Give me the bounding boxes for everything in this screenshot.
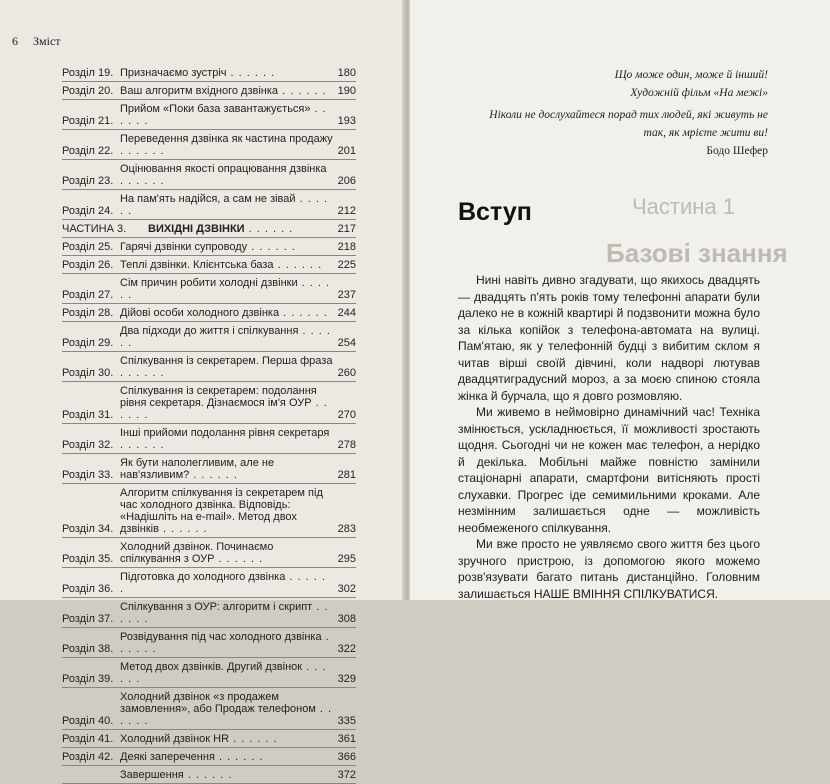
toc-title: Спілкування з ОУР: алгоритм і скрипт: [120, 601, 313, 613]
toc-label: Розділ 35.: [62, 553, 114, 565]
toc-page-number: 366: [337, 751, 356, 763]
toc-title: Теплі дзвінки. Клієнтська база: [120, 259, 274, 271]
toc-row: [62, 190, 356, 220]
toc-row: [62, 100, 356, 130]
toc-leader-dots: . . . . . .: [120, 397, 328, 421]
toc-page-number: 212: [337, 205, 356, 217]
toc-title: Холодний дзвінок HR: [120, 733, 230, 745]
epigraph-author-2: Бодо Шефер: [706, 145, 768, 157]
toc-title: Гарячі дзвінки супроводу: [120, 241, 248, 253]
toc-title: Дійові особи холодного дзвінка: [120, 307, 280, 319]
toc-page-number: 302: [337, 583, 356, 595]
toc-label: Розділ 36.: [62, 583, 114, 595]
toc-page-number: 193: [337, 115, 356, 127]
toc-row: [62, 130, 356, 160]
toc-label: ЧАСТИНА 3.: [62, 223, 127, 235]
toc-label: Розділ 37.: [62, 613, 114, 625]
toc-leader-dots: . . . . . .: [120, 367, 165, 379]
toc-leader-dots: . . . . . .: [120, 175, 165, 187]
toc-row: [62, 82, 356, 100]
toc-page-number: 308: [337, 613, 356, 625]
toc-title: Оцінювання якості опрацювання дзвінка: [120, 163, 327, 175]
toc-page-number: 225: [337, 259, 356, 271]
toc-page-number: 361: [337, 733, 356, 745]
toc-leader-dots: . . . . . .: [247, 241, 296, 253]
toc-title: Метод двох дзвінків. Другий дзвінок: [120, 661, 303, 673]
toc-page-number: 283: [337, 523, 356, 535]
toc-page-number: 270: [337, 409, 356, 421]
toc-leader-dots: . . . . . .: [120, 661, 327, 685]
show-through-part-label: Частина 1: [632, 194, 735, 219]
toc-row: [62, 322, 356, 352]
toc-page-number: 295: [337, 553, 356, 565]
toc-row: [62, 766, 356, 784]
toc-label: Розділ 31.: [62, 409, 114, 421]
toc-page-number: 218: [337, 241, 356, 253]
toc-page-number: 217: [337, 223, 356, 235]
toc-page-number: 260: [337, 367, 356, 379]
toc-label: Розділ 25.: [62, 241, 114, 253]
toc-leader-dots: . . . . . .: [214, 553, 264, 565]
toc-label: Розділ 21.: [62, 115, 114, 127]
toc-leader-dots: . . . . . .: [273, 259, 323, 271]
toc-row: [62, 352, 356, 382]
toc-page-number: 372: [337, 769, 356, 781]
toc-page-number: 329: [337, 673, 356, 685]
toc-leader-dots: . . . . . .: [120, 325, 331, 349]
toc-leader-dots: . . . . . .: [120, 631, 330, 655]
toc-title: Сім причин робити холодні дзвінки: [120, 277, 298, 289]
toc-leader-dots: . . . . . .: [120, 439, 165, 451]
toc-title: Ваш алгоритм вхідного дзвінка: [120, 85, 279, 97]
toc-title: Деякі заперечення: [120, 751, 215, 763]
epigraph-quote-2: Ніколи не дослухайтеся порад тих людей, які живуть не так, як мрієте жити ви!: [489, 109, 768, 139]
toc-title: Завершення: [120, 769, 184, 781]
toc-leader-dots: . . . . . .: [120, 277, 331, 301]
toc-label: Розділ 30.: [62, 367, 114, 379]
toc-leader-dots: . . . . . .: [120, 145, 165, 157]
toc-label: Розділ 22.: [62, 145, 114, 157]
toc-label: Розділ 42.: [62, 751, 114, 763]
toc-page-number: 278: [337, 439, 356, 451]
body-text: [458, 272, 760, 602]
toc-page-number: 206: [337, 175, 356, 187]
toc-row: [62, 688, 356, 730]
toc-page-number: 281: [337, 469, 356, 481]
toc-page-number: 180: [337, 67, 356, 79]
toc-label: Розділ 40.: [62, 715, 114, 727]
toc-label: Розділ 39.: [62, 673, 114, 685]
toc-row: [62, 256, 356, 274]
running-head-title: Зміст: [33, 34, 61, 48]
toc-title: Інші прийоми подолання рівня секретаря: [120, 427, 330, 439]
toc-label: Розділ 19.: [62, 67, 114, 79]
toc-leader-dots: . . . . . .: [120, 571, 326, 595]
left-page: [0, 0, 405, 781]
toc-title: Як бути наполегливим, але не нав'язливим?: [120, 457, 275, 481]
right-page: [410, 0, 830, 600]
toc-leader-dots: . . . . . .: [278, 85, 327, 97]
toc-row: [62, 238, 356, 256]
toc-leader-dots: . . . . . .: [214, 751, 264, 763]
toc-label: Розділ 41.: [62, 733, 114, 745]
toc-row: [62, 274, 356, 304]
toc-label: Розділ 34.: [62, 523, 114, 535]
toc-leader-dots: . . . . . .: [120, 103, 327, 127]
toc-leader-dots: . . . . . .: [183, 769, 233, 781]
toc-title: Холодний дзвінок. Починаємо спілкування з ОУР: [120, 541, 274, 565]
toc-title: Призначаємо зустріч: [120, 67, 227, 79]
paragraph: Ми живемо в неймовірно динамічний час! Техніка змінюється, ускладнюється, її можливості зростають щодня. Сьогодні чи не кожен має телефон, а нерідко й декілька. Мобільні майже повністю замінили стаціонарні апарати, смартфони витісняють прості слухавки. Прогрес іде семимильними кроками. Але незмінним залишається одне — можливість необмеженого спілкування.: [458, 405, 760, 535]
toc-title: Холодний дзвінок «з продажем замовлення», або Продаж телефоном: [120, 691, 316, 715]
toc-page-number: 201: [337, 145, 356, 157]
toc-leader-dots: . . . . . .: [229, 733, 278, 745]
toc-label: Розділ 24.: [62, 205, 114, 217]
toc-leader-dots: . . . . . .: [226, 67, 276, 79]
toc-row: [62, 748, 356, 766]
toc-label: Розділ 38.: [62, 643, 114, 655]
toc-page-number: 244: [337, 307, 356, 319]
toc-label: Розділ 20.: [62, 85, 114, 97]
page-number: 6: [12, 34, 18, 48]
toc-row: [62, 160, 356, 190]
toc-row: [62, 658, 356, 688]
toc-page-number: 322: [337, 643, 356, 655]
running-head: [12, 34, 61, 49]
toc-part-row: [62, 220, 356, 238]
toc-title: Два підходи до життя і спілкування: [120, 325, 299, 337]
toc-label: Розділ 26.: [62, 259, 114, 271]
toc-label: Розділ 32.: [62, 439, 114, 451]
toc-page-number: 254: [337, 337, 356, 349]
toc-label: Розділ 23.: [62, 175, 114, 187]
table-of-contents: [62, 64, 356, 784]
toc-leader-dots: . . . . . .: [158, 523, 208, 535]
toc-page-number: 335: [337, 715, 356, 727]
toc-title: Спілкування із секретарем: подолання рівня секретаря. Дізнаємося ім'я ОУР: [120, 385, 317, 409]
toc-title: Розвідування під час холодного дзвінка: [120, 631, 322, 643]
toc-leader-dots: . . . . . .: [279, 307, 328, 319]
paragraph: Ми вже просто не уявляємо свого життя без цього зручного пристрою, із допомогою якого можемо розв'язувати багато питань дистанційно. Головним залишається НАШЕ ВМІННЯ СПІЛКУВАТИСЯ.: [458, 537, 760, 601]
toc-label: Розділ 29.: [62, 337, 114, 349]
toc-leader-dots: . . . . . .: [120, 703, 333, 727]
toc-row: [62, 484, 356, 538]
epigraph-quote-1: Що може один, може й інший!: [614, 69, 768, 81]
toc-row: [62, 628, 356, 658]
toc-row: [62, 424, 356, 454]
toc-title: Підготовка до холодного дзвінка: [120, 571, 286, 583]
toc-leader-dots: . . . . . .: [120, 193, 328, 217]
epigraphs: [468, 66, 768, 160]
toc-label: Розділ 33.: [62, 469, 114, 481]
toc-row: [62, 382, 356, 424]
toc-row: [62, 64, 356, 82]
toc-title: ВИХІДНІ ДЗВІНКИ: [148, 223, 245, 235]
toc-row: [62, 304, 356, 322]
toc-row: [62, 730, 356, 748]
toc-row: [62, 454, 356, 484]
toc-title: Спілкування із секретарем. Перша фраза: [120, 355, 333, 367]
show-through-part-title: Базові знання: [606, 238, 788, 268]
epigraph-source-1: Художній фільм «На межі»: [630, 87, 768, 99]
toc-title: На пам'ять надійся, а сам не зівай: [120, 193, 296, 205]
paragraph: Нині навіть дивно згадувати, що якихось двадцять — двадцять п'ять років тому телефонні апарати були далеко не в кожній квартирі й подзвонити можна було за кілька копійок з телефона-автомата на вулиці. Пам'ятаю, як у телефонній будці з вибитим склом я читав вірші своїй дівчині, коли надворі лютував двадцятиградусний мороз, а за моєю спиною стояла жінка й бурчала, що я довго розмовляю.: [458, 273, 760, 403]
toc-title: Алгоритм спілкування із секретарем під час холодного дзвінка. Відповідь: «Надішліть на e-mail». Метод двох дзвінків: [120, 487, 323, 535]
toc-page-number: 190: [337, 85, 356, 97]
toc-page-number: 237: [337, 289, 356, 301]
toc-title: Прийом «Поки база завантажується»: [120, 103, 311, 115]
toc-row: [62, 568, 356, 598]
toc-leader-dots: . . . . . .: [189, 469, 238, 481]
toc-row: [62, 538, 356, 568]
toc-leader-dots: . . . . . .: [120, 601, 329, 625]
chapter-heading: Вступ: [458, 198, 532, 226]
toc-label: Розділ 28.: [62, 307, 114, 319]
toc-label: Розділ 27.: [62, 289, 114, 301]
toc-leader-dots: . . . . . .: [244, 223, 294, 235]
toc-row: [62, 598, 356, 628]
toc-title: Переведення дзвінка як частина продажу: [120, 133, 333, 145]
